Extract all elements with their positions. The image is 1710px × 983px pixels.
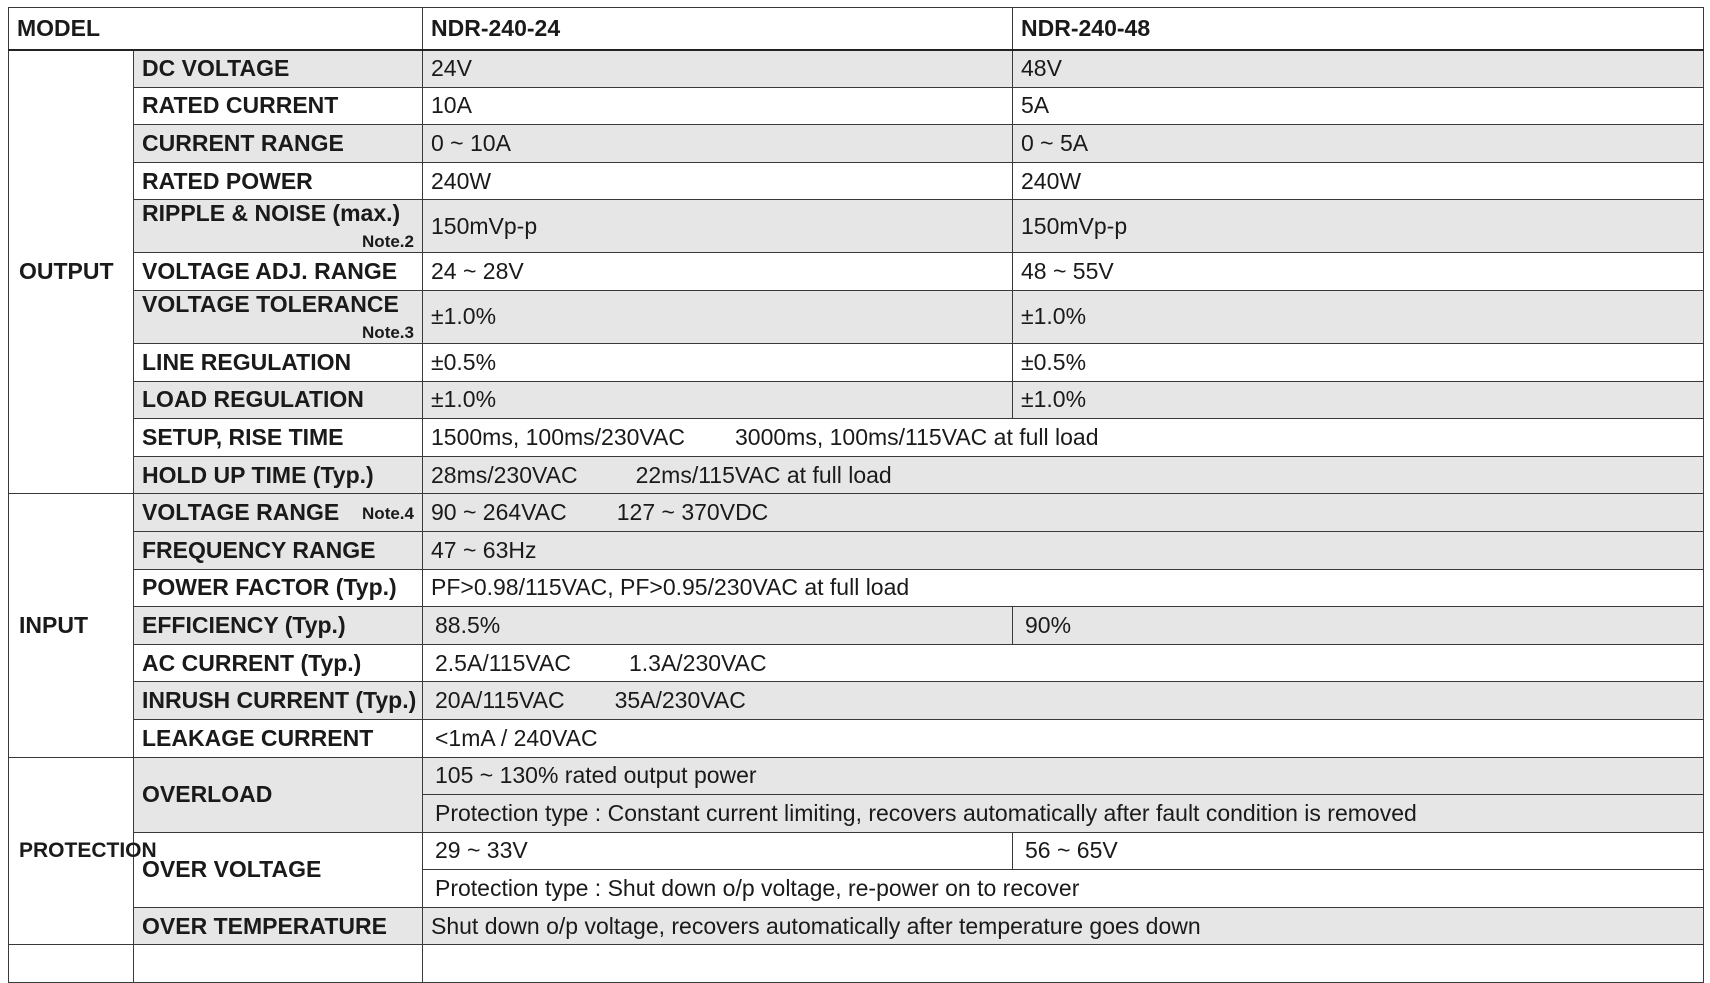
label-rated-current: RATED CURRENT (134, 87, 423, 125)
section-output: OUTPUT (9, 50, 134, 494)
row-voltage-adj-range (9, 253, 1704, 291)
label-leakage-current: LEAKAGE CURRENT (134, 719, 423, 757)
note-4: Note.4 (362, 504, 414, 524)
value-overload: 105 ~ 130% rated output power (423, 757, 1704, 795)
value-hold-up-time (423, 456, 1704, 494)
value-efficiency-24: 88.5% (423, 607, 1013, 645)
value-over-temperature: Shut down o/p voltage, recovers automatically after temperature goes down (423, 907, 1704, 945)
row-setup-rise-time (9, 419, 1704, 457)
row-rated-current (9, 87, 1704, 125)
value-leakage-current: <1mA / 240VAC (423, 719, 1704, 757)
row-inrush-current (9, 682, 1704, 720)
value-rated-current-24: 10A (423, 87, 1013, 125)
row-over-temperature (9, 907, 1704, 945)
row-dc-voltage (9, 50, 1704, 88)
row-current-range (9, 125, 1704, 163)
row-leakage-current (9, 719, 1704, 757)
label-ac-current: AC CURRENT (Typ.) (134, 644, 423, 682)
row-frequency-range (9, 531, 1704, 569)
value-current-range-24: 0 ~ 10A (423, 125, 1013, 163)
label-inrush-current: INRUSH CURRENT (Typ.) (134, 682, 423, 720)
label-voltage-adj-range: VOLTAGE ADJ. RANGE (134, 253, 423, 291)
model-ndr-240-24: NDR-240-24 (423, 8, 1013, 50)
row-ac-current (9, 644, 1704, 682)
voltage-range-text: VOLTAGE RANGE (142, 499, 340, 526)
value-over-voltage-24: 29 ~ 33V (423, 832, 1013, 870)
value-load-regulation-48: ±1.0% (1013, 381, 1704, 419)
value-rated-power-24: 240W (423, 162, 1013, 200)
voltage-range-ac: 90 ~ 264VAC (431, 499, 567, 526)
row-voltage-range (9, 494, 1704, 532)
label-current-range: CURRENT RANGE (134, 125, 423, 163)
note-2: Note.2 (362, 232, 414, 252)
note-3: Note.3 (362, 322, 414, 342)
label-power-factor: POWER FACTOR (Typ.) (134, 569, 423, 607)
section-input: INPUT (9, 494, 134, 757)
label-setup-rise-time: SETUP, RISE TIME (134, 419, 423, 457)
value-power-factor: PF>0.98/115VAC, PF>0.95/230VAC at full load (423, 569, 1704, 607)
hold-up-time-115: 22ms/115VAC at full load (635, 461, 892, 488)
row-overload (9, 757, 1704, 795)
row-over-voltage (9, 832, 1704, 870)
spec-table (8, 7, 1704, 983)
value-efficiency-48: 90% (1013, 607, 1704, 645)
cut-off-cell-1 (9, 945, 134, 983)
voltage-tolerance-text: VOLTAGE TOLERANCE (142, 290, 399, 317)
ac-current-230: 1.3A/230VAC (628, 649, 767, 676)
row-load-regulation (9, 381, 1704, 419)
value-inrush-current (423, 682, 1704, 720)
label-overload: OVERLOAD (134, 757, 423, 832)
value-rated-current-48: 5A (1013, 87, 1704, 125)
label-rated-power: RATED POWER (134, 162, 423, 200)
setup-rise-time-230: 1500ms, 100ms/230VAC (431, 423, 685, 450)
row-line-regulation (9, 343, 1704, 381)
label-line-regulation: LINE REGULATION (134, 343, 423, 381)
row-efficiency (9, 607, 1704, 645)
inrush-current-115: 20A/115VAC (435, 687, 565, 714)
value-over-voltage-type: Protection type : Shut down o/p voltage, re-power on to recover (423, 870, 1704, 908)
row-power-factor (9, 569, 1704, 607)
label-dc-voltage: DC VOLTAGE (134, 50, 423, 88)
label-frequency-range: FREQUENCY RANGE (134, 531, 423, 569)
cut-off-cell-3 (423, 945, 1704, 983)
ac-current-115: 2.5A/115VAC (435, 649, 571, 676)
voltage-range-dc: 127 ~ 370VDC (616, 499, 769, 526)
value-rated-power-48: 240W (1013, 162, 1704, 200)
setup-rise-time-115: 3000ms, 100ms/115VAC at full load (735, 423, 1099, 450)
value-ripple-noise-24: 150mVp-p (423, 200, 1013, 253)
label-load-regulation: LOAD REGULATION (134, 381, 423, 419)
value-voltage-adj-range-24: 24 ~ 28V (423, 253, 1013, 291)
label-over-temperature: OVER TEMPERATURE (134, 907, 423, 945)
value-dc-voltage-24: 24V (423, 50, 1013, 88)
model-ndr-240-48: NDR-240-48 (1013, 8, 1704, 50)
value-ripple-noise-48: 150mVp-p (1013, 200, 1704, 253)
row-voltage-tolerance (9, 290, 1704, 343)
value-current-range-48: 0 ~ 5A (1013, 125, 1704, 163)
value-voltage-adj-range-48: 48 ~ 55V (1013, 253, 1704, 291)
label-hold-up-time: HOLD UP TIME (Typ.) (134, 456, 423, 494)
value-frequency-range: 47 ~ 63Hz (423, 531, 1704, 569)
value-line-regulation-48: ±0.5% (1013, 343, 1704, 381)
row-hold-up-time (9, 456, 1704, 494)
model-label: MODEL (9, 8, 423, 50)
row-rated-power (9, 162, 1704, 200)
row-cut-off (9, 945, 1704, 983)
inrush-current-230: 35A/230VAC (614, 687, 746, 714)
value-voltage-tolerance-24: ±1.0% (423, 290, 1013, 343)
value-dc-voltage-48: 48V (1013, 50, 1704, 88)
label-efficiency: EFFICIENCY (Typ.) (134, 607, 423, 645)
section-protection: PROTECTION (9, 757, 134, 945)
label-ripple-noise (134, 200, 423, 253)
value-voltage-tolerance-48: ±1.0% (1013, 290, 1704, 343)
model-row (9, 8, 1704, 50)
value-setup-rise-time (423, 419, 1704, 457)
label-voltage-tolerance (134, 290, 423, 343)
cut-off-cell-2 (134, 945, 423, 983)
row-ripple-noise (9, 200, 1704, 253)
ripple-noise-text: RIPPLE & NOISE (max.) (142, 200, 401, 227)
value-voltage-range (423, 494, 1704, 532)
value-overload-type: Protection type : Constant current limiting, recovers automatically after fault condition is removed (423, 795, 1704, 833)
value-over-voltage-48: 56 ~ 65V (1013, 832, 1704, 870)
value-load-regulation-24: ±1.0% (423, 381, 1013, 419)
hold-up-time-230: 28ms/230VAC (431, 461, 578, 488)
value-ac-current (423, 644, 1704, 682)
label-over-voltage: OVER VOLTAGE (134, 832, 423, 907)
value-line-regulation-24: ±0.5% (423, 343, 1013, 381)
label-voltage-range (134, 494, 423, 532)
